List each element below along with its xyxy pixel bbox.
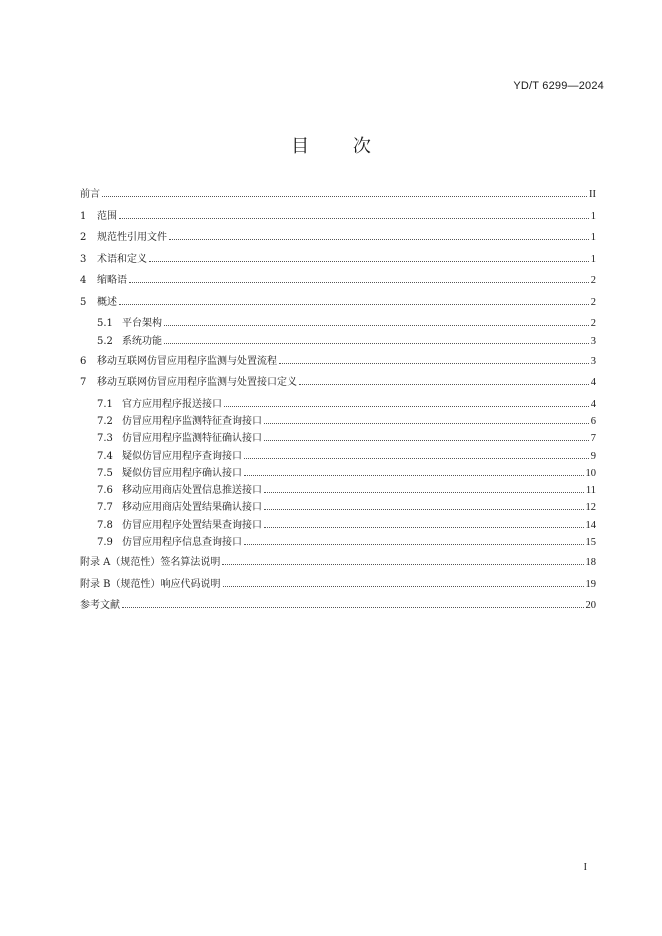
dot-leader: [164, 325, 589, 326]
toc-entry-page: II: [589, 189, 596, 200]
dot-leader: [299, 384, 589, 385]
document-code: YD/T 6299—2024: [513, 80, 604, 92]
title-char: 目: [291, 136, 310, 157]
dot-leader: [244, 458, 589, 459]
toc-entry[interactable]: [80, 579, 596, 601]
dot-leader: [244, 544, 584, 545]
toc-entry-page: 10: [585, 467, 596, 479]
toc-entry-label: 仿冒应用程序监测特征查询接口: [122, 415, 262, 427]
toc-entry[interactable]: [80, 377, 596, 399]
toc-entry[interactable]: [80, 254, 596, 276]
toc-entry-label: 移动互联网仿冒应用程序监测与处置接口定义: [97, 377, 297, 389]
toc-entry-page: 1: [590, 210, 596, 222]
toc-entry-number: 7.9: [97, 537, 113, 549]
toc-entry-number: 3: [80, 253, 87, 265]
toc-entry-number: 7.7: [97, 502, 113, 514]
dot-leader: [149, 261, 589, 262]
table-of-contents: [80, 189, 596, 622]
toc-entry-label: 概述: [97, 296, 117, 308]
toc-entry-number: 7.5: [97, 467, 113, 479]
toc-entry-label: 疑似仿冒应用程序查询接口: [122, 450, 242, 462]
toc-entry-label: 官方应用程序报送接口: [122, 398, 222, 410]
dot-leader: [102, 196, 587, 197]
toc-entry-number: 5: [80, 296, 87, 308]
toc-entry-page: 4: [590, 398, 596, 410]
toc-entry[interactable]: [80, 468, 596, 485]
toc-entry[interactable]: [80, 433, 596, 450]
dot-leader: [264, 509, 584, 510]
toc-entry-label: 术语和定义: [97, 253, 147, 265]
dot-leader: [264, 440, 589, 441]
toc-entry-label: 附录 A（规范性）签名算法说明: [80, 557, 221, 569]
toc-entry[interactable]: [80, 297, 596, 319]
toc-entry-page: 9: [590, 450, 596, 462]
toc-entry-number: 7.1: [97, 398, 113, 410]
toc-entry[interactable]: [80, 189, 596, 211]
dot-leader: [244, 475, 584, 476]
toc-entry[interactable]: [80, 485, 596, 502]
toc-entry-page: 1: [590, 253, 596, 265]
toc-entry-number: 7.8: [97, 519, 113, 531]
toc-entry-label: 规范性引用文件: [97, 232, 167, 244]
toc-entry[interactable]: [80, 356, 596, 378]
dot-leader: [223, 586, 584, 587]
toc-entry-page: 18: [585, 557, 596, 569]
toc-entry-number: 7.4: [97, 450, 113, 462]
dot-leader: [264, 492, 584, 493]
toc-entry-number: 5.2: [97, 335, 113, 347]
toc-entry-number: 7: [80, 377, 87, 389]
toc-entry-number: 7.6: [97, 485, 113, 497]
toc-entry[interactable]: [80, 451, 596, 468]
page-number: I: [583, 862, 587, 873]
page-title: [0, 132, 662, 158]
toc-entry-page: 3: [590, 355, 596, 367]
toc-entry-number: 5.1: [97, 318, 113, 330]
toc-entry-label: 参考文献: [80, 600, 120, 612]
dot-leader: [264, 423, 589, 424]
toc-entry-label: 缩略语: [97, 275, 127, 287]
toc-entry-label: 移动应用商店处置信息推送接口: [122, 485, 262, 497]
toc-entry-page: 15: [585, 537, 596, 549]
dot-leader: [119, 218, 589, 219]
toc-entry-number: 6: [80, 355, 87, 367]
toc-entry[interactable]: [80, 557, 596, 579]
dot-leader: [222, 564, 583, 565]
toc-entry-label: 疑似仿冒应用程序确认接口: [122, 467, 242, 479]
toc-entry-page: 4: [590, 377, 596, 389]
toc-entry[interactable]: [80, 399, 596, 416]
dot-leader: [164, 343, 589, 344]
toc-entry[interactable]: [80, 600, 596, 622]
toc-entry-number: 4: [80, 275, 87, 287]
toc-entry-page: 12: [585, 502, 596, 514]
dot-leader: [129, 282, 589, 283]
toc-entry-label: 移动互联网仿冒应用程序监测与处置流程: [97, 355, 277, 367]
toc-entry-page: 3: [590, 335, 596, 347]
dot-leader: [224, 406, 589, 407]
toc-entry[interactable]: [80, 336, 596, 356]
toc-entry-page: 11: [585, 485, 596, 497]
toc-entry-page: 6: [590, 415, 596, 427]
dot-leader: [122, 607, 584, 608]
toc-entry[interactable]: [80, 211, 596, 233]
toc-entry-label: 仿冒应用程序信息查询接口: [122, 537, 242, 549]
toc-entry-page: 1: [590, 232, 596, 244]
dot-leader: [279, 363, 589, 364]
toc-entry-label: 附录 B（规范性）响应代码说明: [80, 578, 221, 590]
toc-entry-number: 7.2: [97, 415, 113, 427]
toc-entry[interactable]: [80, 232, 596, 254]
dot-leader: [119, 304, 589, 305]
toc-entry[interactable]: [80, 318, 596, 335]
toc-entry-page: 2: [590, 296, 596, 308]
toc-entry-page: 20: [585, 600, 596, 612]
toc-entry[interactable]: [80, 416, 596, 433]
toc-entry-page: 7: [590, 433, 596, 445]
dot-leader: [264, 527, 584, 528]
toc-entry-label: 系统功能: [122, 335, 162, 347]
toc-entry-label: 平台架构: [122, 318, 162, 330]
toc-entry[interactable]: [80, 537, 596, 557]
toc-entry[interactable]: [80, 520, 596, 537]
toc-entry-page: 2: [590, 318, 596, 330]
toc-entry[interactable]: [80, 502, 596, 519]
toc-entry-number: 2: [80, 232, 87, 244]
toc-entry-label: 前言: [80, 189, 100, 200]
toc-entry-page: 2: [590, 275, 596, 287]
toc-entry-label: 范围: [97, 210, 117, 222]
toc-entry-label: 仿冒应用程序监测特征确认接口: [122, 433, 262, 445]
title-char: 次: [352, 136, 371, 157]
toc-entry[interactable]: [80, 275, 596, 297]
toc-entry-label: 移动应用商店处置结果确认接口: [122, 502, 262, 514]
dot-leader: [169, 239, 589, 240]
toc-entry-label: 仿冒应用程序处置结果查询接口: [122, 519, 262, 531]
toc-entry-number: 1: [80, 210, 87, 222]
toc-entry-number: 7.3: [97, 433, 113, 445]
toc-entry-page: 19: [585, 578, 596, 590]
toc-entry-page: 14: [585, 519, 596, 531]
